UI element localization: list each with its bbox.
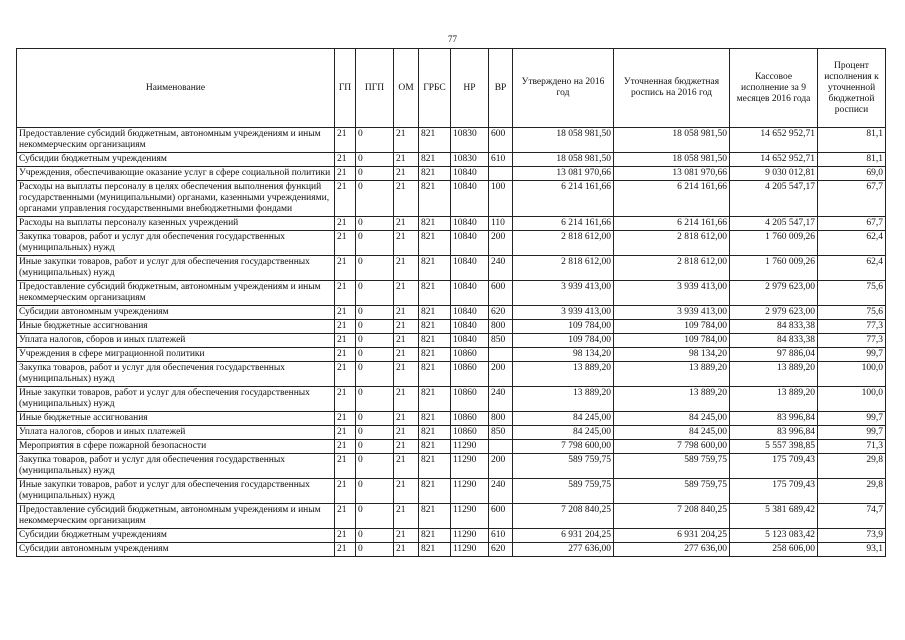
cell-approved: 18 058 981,50: [513, 128, 614, 153]
cell-om: 21: [394, 217, 419, 231]
cell-vr: [489, 440, 513, 454]
header-np: НР: [451, 49, 489, 128]
cell-percent: 99,7: [818, 426, 886, 440]
header-ppgp: ПГП: [356, 49, 394, 128]
table-row: [17, 128, 886, 153]
cell-percent: 29,8: [818, 454, 886, 479]
cell-name: Субсидии автономным учреждениям: [17, 306, 335, 320]
table-row: [17, 479, 886, 504]
cell-executed: 97 886,04: [730, 348, 818, 362]
table-row: [17, 348, 886, 362]
cell-np: 10840: [451, 167, 489, 181]
cell-clarified: 6 931 204,25: [614, 529, 730, 543]
cell-executed: 175 709,43: [730, 454, 818, 479]
cell-executed: 4 205 547,17: [730, 217, 818, 231]
cell-executed: 4 205 547,17: [730, 181, 818, 217]
table-row: [17, 320, 886, 334]
page-number: 77: [448, 34, 457, 44]
cell-np: 10840: [451, 181, 489, 217]
table-row: [17, 181, 886, 217]
cell-percent: 77,3: [818, 320, 886, 334]
cell-grbs: 821: [419, 281, 451, 306]
cell-vr: 110: [489, 217, 513, 231]
cell-clarified: 109 784,00: [614, 320, 730, 334]
cell-om: 21: [394, 281, 419, 306]
cell-om: 21: [394, 348, 419, 362]
cell-grbs: 821: [419, 167, 451, 181]
cell-vr: 800: [489, 412, 513, 426]
cell-np: 10830: [451, 128, 489, 153]
cell-grbs: 821: [419, 348, 451, 362]
cell-clarified: 3 939 413,00: [614, 306, 730, 320]
cell-om: 21: [394, 543, 419, 557]
cell-vr: 600: [489, 281, 513, 306]
cell-gp: 21: [335, 387, 356, 412]
cell-om: 21: [394, 334, 419, 348]
cell-om: 21: [394, 167, 419, 181]
cell-gp: 21: [335, 454, 356, 479]
cell-ppgp: 0: [356, 412, 394, 426]
cell-gp: 21: [335, 281, 356, 306]
cell-om: 21: [394, 306, 419, 320]
cell-ppgp: 0: [356, 256, 394, 281]
cell-om: 21: [394, 412, 419, 426]
cell-executed: 1 760 009,26: [730, 231, 818, 256]
cell-percent: 99,7: [818, 348, 886, 362]
cell-clarified: 84 245,00: [614, 412, 730, 426]
cell-gp: 21: [335, 362, 356, 387]
cell-grbs: 821: [419, 479, 451, 504]
cell-ppgp: 0: [356, 387, 394, 412]
cell-vr: [489, 348, 513, 362]
cell-om: 21: [394, 128, 419, 153]
cell-om: 21: [394, 362, 419, 387]
cell-gp: 21: [335, 543, 356, 557]
cell-ppgp: 0: [356, 529, 394, 543]
cell-vr: [489, 167, 513, 181]
cell-vr: 240: [489, 256, 513, 281]
cell-om: 21: [394, 181, 419, 217]
cell-percent: 77,3: [818, 334, 886, 348]
cell-percent: 29,8: [818, 479, 886, 504]
cell-executed: 13 889,20: [730, 387, 818, 412]
cell-np: 10840: [451, 256, 489, 281]
cell-name: Расходы на выплаты персоналу казенных учреждений: [17, 217, 335, 231]
header-approved: Утверждено на 2016 год: [513, 49, 614, 128]
budget-table: [16, 48, 886, 557]
cell-gp: 21: [335, 256, 356, 281]
cell-ppgp: 0: [356, 128, 394, 153]
cell-approved: 84 245,00: [513, 426, 614, 440]
cell-vr: 600: [489, 504, 513, 529]
cell-om: 21: [394, 320, 419, 334]
cell-vr: 850: [489, 426, 513, 440]
cell-gp: 21: [335, 320, 356, 334]
cell-vr: 620: [489, 543, 513, 557]
cell-approved: 2 818 612,00: [513, 256, 614, 281]
cell-clarified: 18 058 981,50: [614, 153, 730, 167]
cell-name: Закупка товаров, работ и услуг для обеспечения государственных (муниципальных) нужд: [17, 231, 335, 256]
cell-executed: 1 760 009,26: [730, 256, 818, 281]
cell-clarified: 2 818 612,00: [614, 256, 730, 281]
cell-approved: 3 939 413,00: [513, 281, 614, 306]
cell-ppgp: 0: [356, 348, 394, 362]
cell-name: Субсидии бюджетным учреждениям: [17, 153, 335, 167]
cell-percent: 75,6: [818, 306, 886, 320]
cell-np: 10840: [451, 231, 489, 256]
cell-approved: 7 798 600,00: [513, 440, 614, 454]
cell-percent: 99,7: [818, 412, 886, 426]
cell-clarified: 277 636,00: [614, 543, 730, 557]
cell-name: Предоставление субсидий бюджетным, автономным учреждениям и иным некоммерческим организациям: [17, 128, 335, 153]
cell-om: 21: [394, 454, 419, 479]
cell-vr: 600: [489, 128, 513, 153]
header-name: Наименование: [17, 49, 335, 128]
cell-om: 21: [394, 231, 419, 256]
cell-om: 21: [394, 153, 419, 167]
cell-name: Иные бюджетные ассигнования: [17, 412, 335, 426]
cell-clarified: 6 214 161,66: [614, 181, 730, 217]
cell-approved: 109 784,00: [513, 320, 614, 334]
cell-grbs: 821: [419, 362, 451, 387]
header-vr: ВР: [489, 49, 513, 128]
cell-om: 21: [394, 529, 419, 543]
cell-om: 21: [394, 440, 419, 454]
cell-grbs: 821: [419, 543, 451, 557]
cell-np: 11290: [451, 543, 489, 557]
cell-gp: 21: [335, 153, 356, 167]
cell-clarified: 18 058 981,50: [614, 128, 730, 153]
cell-ppgp: 0: [356, 426, 394, 440]
cell-percent: 100,0: [818, 362, 886, 387]
cell-ppgp: 0: [356, 320, 394, 334]
cell-executed: 14 652 952,71: [730, 128, 818, 153]
table-row: [17, 412, 886, 426]
cell-np: 10860: [451, 426, 489, 440]
cell-percent: 81,1: [818, 153, 886, 167]
table-row: [17, 256, 886, 281]
cell-grbs: 821: [419, 334, 451, 348]
cell-percent: 93,1: [818, 543, 886, 557]
cell-name: Мероприятия в сфере пожарной безопасности: [17, 440, 335, 454]
cell-name: Расходы на выплаты персоналу в целях обеспечения выполнения функций государственными (муниципальными) органами, казенными учреждениями, органами управления государственными внебюджетными фондами: [17, 181, 335, 217]
cell-om: 21: [394, 426, 419, 440]
cell-grbs: 821: [419, 320, 451, 334]
cell-approved: 2 818 612,00: [513, 231, 614, 256]
table-row: [17, 504, 886, 529]
cell-executed: 5 123 083,42: [730, 529, 818, 543]
cell-ppgp: 0: [356, 167, 394, 181]
cell-vr: 610: [489, 529, 513, 543]
cell-clarified: 589 759,75: [614, 479, 730, 504]
cell-vr: 850: [489, 334, 513, 348]
cell-executed: 83 996,84: [730, 426, 818, 440]
cell-grbs: 821: [419, 529, 451, 543]
cell-ppgp: 0: [356, 362, 394, 387]
cell-grbs: 821: [419, 153, 451, 167]
cell-percent: 75,6: [818, 281, 886, 306]
cell-vr: 100: [489, 181, 513, 217]
cell-ppgp: 0: [356, 334, 394, 348]
cell-vr: 240: [489, 387, 513, 412]
cell-gp: 21: [335, 440, 356, 454]
cell-executed: 84 833,38: [730, 320, 818, 334]
cell-vr: 200: [489, 362, 513, 387]
cell-clarified: 7 208 840,25: [614, 504, 730, 529]
cell-np: 11290: [451, 504, 489, 529]
cell-executed: 84 833,38: [730, 334, 818, 348]
cell-approved: 6 214 161,66: [513, 217, 614, 231]
cell-percent: 62,4: [818, 256, 886, 281]
table-row: [17, 440, 886, 454]
table-row: [17, 231, 886, 256]
cell-gp: 21: [335, 504, 356, 529]
table-row: [17, 426, 886, 440]
cell-percent: 71,3: [818, 440, 886, 454]
cell-name: Учреждения в сфере миграционной политики: [17, 348, 335, 362]
cell-approved: 13 889,20: [513, 362, 614, 387]
cell-vr: 800: [489, 320, 513, 334]
table-header-row: [17, 49, 886, 128]
cell-percent: 74,7: [818, 504, 886, 529]
cell-np: 10840: [451, 320, 489, 334]
cell-grbs: 821: [419, 412, 451, 426]
cell-approved: 18 058 981,50: [513, 153, 614, 167]
cell-clarified: 13 081 970,66: [614, 167, 730, 181]
cell-approved: 109 784,00: [513, 334, 614, 348]
cell-clarified: 589 759,75: [614, 454, 730, 479]
cell-grbs: 821: [419, 256, 451, 281]
cell-ppgp: 0: [356, 153, 394, 167]
cell-percent: 100,0: [818, 387, 886, 412]
header-gp: ГП: [335, 49, 356, 128]
cell-name: Иные бюджетные ассигнования: [17, 320, 335, 334]
cell-ppgp: 0: [356, 217, 394, 231]
cell-executed: 14 652 952,71: [730, 153, 818, 167]
cell-approved: 13 081 970,66: [513, 167, 614, 181]
cell-name: Уплата налогов, сборов и иных платежей: [17, 426, 335, 440]
cell-approved: 277 636,00: [513, 543, 614, 557]
table-row: [17, 281, 886, 306]
cell-grbs: 821: [419, 387, 451, 412]
table-row: [17, 334, 886, 348]
cell-gp: 21: [335, 128, 356, 153]
cell-np: 10860: [451, 362, 489, 387]
cell-name: Иные закупки товаров, работ и услуг для обеспечения государственных (муниципальных) нужд: [17, 387, 335, 412]
cell-np: 10840: [451, 281, 489, 306]
cell-executed: 13 889,20: [730, 362, 818, 387]
header-percent: Процент исполнения к уточненной бюджетной росписи: [818, 49, 886, 128]
cell-grbs: 821: [419, 454, 451, 479]
cell-grbs: 821: [419, 128, 451, 153]
cell-np: 11290: [451, 440, 489, 454]
table-row: [17, 217, 886, 231]
cell-ppgp: 0: [356, 306, 394, 320]
cell-name: Закупка товаров, работ и услуг для обеспечения государственных (муниципальных) нужд: [17, 454, 335, 479]
cell-executed: 5 557 398,85: [730, 440, 818, 454]
cell-clarified: 7 798 600,00: [614, 440, 730, 454]
cell-name: Иные закупки товаров, работ и услуг для обеспечения государственных (муниципальных) нужд: [17, 256, 335, 281]
cell-np: 11290: [451, 529, 489, 543]
table-row: [17, 543, 886, 557]
cell-gp: 21: [335, 334, 356, 348]
cell-np: 10840: [451, 306, 489, 320]
cell-gp: 21: [335, 167, 356, 181]
cell-om: 21: [394, 387, 419, 412]
cell-vr: 610: [489, 153, 513, 167]
cell-clarified: 3 939 413,00: [614, 281, 730, 306]
cell-percent: 67,7: [818, 181, 886, 217]
cell-clarified: 13 889,20: [614, 362, 730, 387]
cell-grbs: 821: [419, 440, 451, 454]
cell-approved: 589 759,75: [513, 454, 614, 479]
cell-om: 21: [394, 504, 419, 529]
cell-approved: 7 208 840,25: [513, 504, 614, 529]
cell-name: Предоставление субсидий бюджетным, автономным учреждениям и иным некоммерческим организациям: [17, 504, 335, 529]
cell-executed: 175 709,43: [730, 479, 818, 504]
cell-executed: 2 979 623,00: [730, 281, 818, 306]
table-row: [17, 362, 886, 387]
cell-executed: 9 030 012,81: [730, 167, 818, 181]
cell-np: 10860: [451, 412, 489, 426]
cell-grbs: 821: [419, 426, 451, 440]
cell-gp: 21: [335, 306, 356, 320]
cell-vr: 200: [489, 454, 513, 479]
cell-np: 11290: [451, 479, 489, 504]
cell-clarified: 2 818 612,00: [614, 231, 730, 256]
cell-ppgp: 0: [356, 181, 394, 217]
cell-gp: 21: [335, 348, 356, 362]
cell-grbs: 821: [419, 306, 451, 320]
cell-om: 21: [394, 256, 419, 281]
cell-clarified: 13 889,20: [614, 387, 730, 412]
cell-np: 10860: [451, 348, 489, 362]
cell-approved: 13 889,20: [513, 387, 614, 412]
cell-grbs: 821: [419, 181, 451, 217]
table-row: [17, 529, 886, 543]
cell-approved: 6 214 161,66: [513, 181, 614, 217]
cell-executed: 83 996,84: [730, 412, 818, 426]
cell-gp: 21: [335, 181, 356, 217]
cell-percent: 73,9: [818, 529, 886, 543]
cell-grbs: 821: [419, 217, 451, 231]
cell-approved: 98 134,20: [513, 348, 614, 362]
cell-approved: 589 759,75: [513, 479, 614, 504]
cell-approved: 3 939 413,00: [513, 306, 614, 320]
cell-np: 10860: [451, 387, 489, 412]
cell-np: 11290: [451, 454, 489, 479]
cell-ppgp: 0: [356, 440, 394, 454]
cell-name: Субсидии бюджетным учреждениям: [17, 529, 335, 543]
cell-clarified: 98 134,20: [614, 348, 730, 362]
cell-name: Закупка товаров, работ и услуг для обеспечения государственных (муниципальных) нужд: [17, 362, 335, 387]
cell-name: Предоставление субсидий бюджетным, автономным учреждениям и иным некоммерческим организациям: [17, 281, 335, 306]
cell-np: 10840: [451, 217, 489, 231]
cell-name: Учреждения, обеспечивающие оказание услуг в сфере социальной политики: [17, 167, 335, 181]
cell-gp: 21: [335, 426, 356, 440]
cell-name: Субсидии автономным учреждениям: [17, 543, 335, 557]
cell-percent: 81,1: [818, 128, 886, 153]
cell-gp: 21: [335, 529, 356, 543]
header-grbs: ГРБС: [419, 49, 451, 128]
cell-grbs: 821: [419, 504, 451, 529]
cell-ppgp: 0: [356, 231, 394, 256]
table-row: [17, 167, 886, 181]
cell-percent: 69,0: [818, 167, 886, 181]
cell-vr: 200: [489, 231, 513, 256]
cell-vr: 240: [489, 479, 513, 504]
cell-clarified: 109 784,00: [614, 334, 730, 348]
cell-ppgp: 0: [356, 454, 394, 479]
cell-om: 21: [394, 479, 419, 504]
cell-vr: 620: [489, 306, 513, 320]
cell-executed: 5 381 689,42: [730, 504, 818, 529]
cell-grbs: 821: [419, 231, 451, 256]
cell-ppgp: 0: [356, 281, 394, 306]
cell-name: Уплата налогов, сборов и иных платежей: [17, 334, 335, 348]
header-om: ОМ: [394, 49, 419, 128]
cell-ppgp: 0: [356, 543, 394, 557]
cell-approved: 6 931 204,25: [513, 529, 614, 543]
table-body: [17, 128, 886, 557]
cell-gp: 21: [335, 231, 356, 256]
header-executed: Кассовое исполнение за 9 месяцев 2016 года: [730, 49, 818, 128]
cell-percent: 62,4: [818, 231, 886, 256]
cell-approved: 84 245,00: [513, 412, 614, 426]
cell-gp: 21: [335, 479, 356, 504]
cell-np: 10830: [451, 153, 489, 167]
cell-name: Иные закупки товаров, работ и услуг для обеспечения государственных (муниципальных) нужд: [17, 479, 335, 504]
cell-clarified: 6 214 161,66: [614, 217, 730, 231]
cell-ppgp: 0: [356, 504, 394, 529]
table-row: [17, 454, 886, 479]
cell-executed: 258 606,00: [730, 543, 818, 557]
cell-gp: 21: [335, 412, 356, 426]
header-clarified: Уточненная бюджетная роспись на 2016 год: [614, 49, 730, 128]
cell-np: 10840: [451, 334, 489, 348]
table-row: [17, 306, 886, 320]
cell-executed: 2 979 623,00: [730, 306, 818, 320]
cell-gp: 21: [335, 217, 356, 231]
table-row: [17, 153, 886, 167]
cell-ppgp: 0: [356, 479, 394, 504]
table-row: [17, 387, 886, 412]
cell-clarified: 84 245,00: [614, 426, 730, 440]
cell-percent: 67,7: [818, 217, 886, 231]
